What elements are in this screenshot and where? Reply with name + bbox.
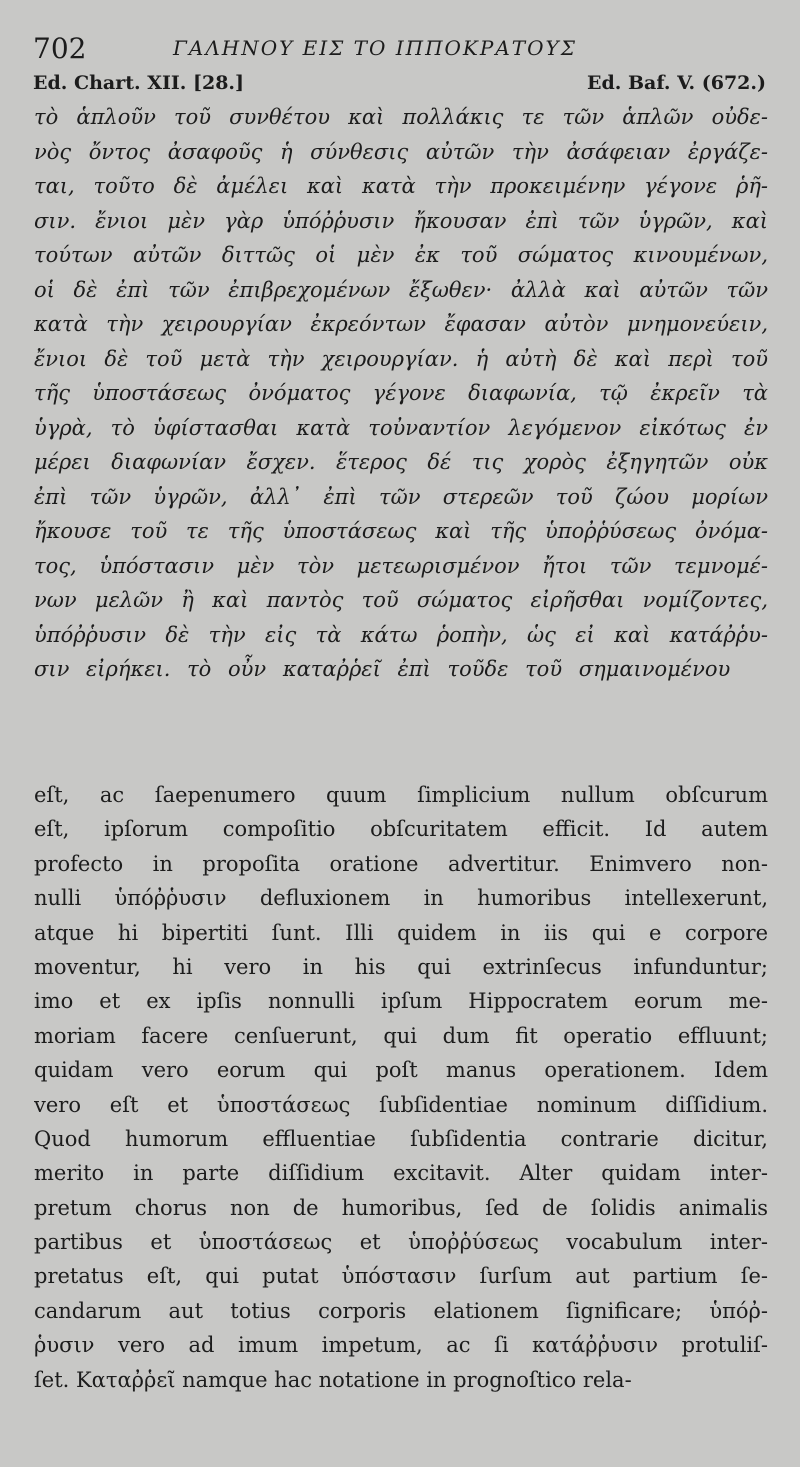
latin-line: vero eſt et ὑποστάσεως ſubſidentiae nominum diſſidium. [34, 1092, 768, 1117]
latin-line: pretum chorus non de humoribus, ſed de ſolidis animalis [34, 1195, 768, 1220]
edition-reference-left: Ed. Chart. XII. [28.] [33, 72, 245, 94]
latin-line: Quod humorum effluentiae ſubſidentia contrarie dicitur, [34, 1126, 768, 1151]
latin-line: ῥυσιν vero ad imum impetum, ac ſi κατάῤῥυσιν protuliſ- [34, 1333, 768, 1358]
latin-line: candarum aut totius corporis elationem ſignificare; ὑπόῤ- [34, 1298, 768, 1323]
greek-line: ἐπὶ τῶν ὑγρῶν, ἀλλ᾽ ἐπὶ τῶν στερεῶν τοῦ ζώου μορίων [34, 484, 768, 509]
greek-line: ται, τοῦτο δὲ ἀμέλει καὶ κατὰ τὴν προκειμένην γέγονε ῥῆ- [34, 174, 768, 198]
edition-reference-line [33, 72, 766, 98]
running-title: ΓΑΛΗΝΟΥ ΕΙΣ ΤΟ ΙΠΠΟΚΡΑΤΟΥΣ [173, 36, 577, 60]
latin-line: atque hi bipertiti ſunt. Illi quidem in iis qui e corpore [34, 920, 768, 945]
greek-line: τῆς ὑποστάσεως ὀνόματος γέγονε διαφωνία, τῷ ἐκρεῖν τὰ [34, 381, 768, 405]
greek-line: ὑγρὰ, τὸ ὑφίστασθαι κατὰ τοὐναντίον λεγόμενον εἰκότως ἐν [34, 415, 768, 440]
latin-line: merito in parte diſſidium excitavit. Alter quidam inter- [34, 1161, 768, 1186]
greek-line: τούτων αὐτῶν διττῶς οἱ μὲν ἐκ τοῦ σώματος κινουμένων, [34, 243, 768, 267]
latin-line: imo et ex ipſis nonnulli ipſum Hippocratem eorum me- [34, 989, 768, 1014]
greek-line: νὸς ὄντος ἀσαφοῦς ἡ σύνθεσις αὐτῶν τὴν ἀσάφειαν ἐργάζε- [34, 139, 768, 164]
greek-line: τος, ὑπόστασιν μὲν τὸν μετεωρισμένον ἤτοι τῶν τεμνομέ- [34, 553, 768, 578]
greek-line: μέρει διαφωνίαν ἔσχεν. ἕτερος δέ τις χορὸς ἐξηγητῶν οὐκ [34, 450, 768, 474]
latin-line: moriam facere cenſuerunt, qui dum fit operatio effluunt; [34, 1023, 768, 1048]
greek-line: ἔνιοι δὲ τοῦ μετὰ τὴν χειρουργίαν. ἡ αὐτὴ δὲ καὶ περὶ τοῦ [34, 346, 768, 371]
running-head [33, 32, 770, 64]
edition-reference-right: Ed. Baf. V. (672.) [587, 72, 766, 94]
latin-line: ſet. Καταῤῥεῖ namque hac notatione in prognoſtico rela- [34, 1367, 632, 1392]
greek-line: σιν εἰρήκει. τὸ οὖν καταῤῥεῖ ἐπὶ τοῦδε τοῦ σημαινομένου [34, 657, 731, 681]
page-number: 702 [33, 32, 87, 65]
latin-line: quidam vero eorum qui poſt manus operationem. Idem [34, 1058, 768, 1083]
latin-line: pretatus eſt, qui putat ὑπόστασιν ſurſum aut partium ſe- [34, 1264, 768, 1289]
greek-line: οἱ δὲ ἐπὶ τῶν ἐπιβρεχομένων ἔξωθεν· ἀλλὰ καὶ αὐτῶν τῶν [34, 277, 768, 302]
greek-line: τὸ ἁπλοῦν τοῦ συνθέτου καὶ πολλάκις τε τῶν ἁπλῶν οὐδε- [34, 105, 768, 129]
latin-line: moventur, hi vero in his qui extrinſecus infunduntur; [34, 954, 768, 979]
latin-line: profecto in propoſita oratione advertitur. Enimvero non- [34, 851, 768, 876]
greek-text-block [34, 100, 768, 687]
greek-line: ὑπόῤῥυσιν δὲ τὴν εἰς τὰ κάτω ῥοπὴν, ὡς εἰ καὶ κατάῤῥυ- [34, 622, 768, 647]
latin-line: partibus et ὑποστάσεως et ὑποῤῥύσεως vocabulum inter- [34, 1230, 768, 1255]
latin-line: nulli ὑπόῤῥυσιν defluxionem in humoribus intellexerunt, [34, 886, 768, 911]
greek-line: κατὰ τὴν χειρουργίαν ἐκρεόντων ἔφασαν αὐτὸν μνημονεύειν, [34, 312, 768, 336]
greek-line: σιν. ἔνιοι μὲν γὰρ ὑπόῤῥυσιν ἤκουσαν ἐπὶ τῶν ὑγρῶν, καὶ [34, 208, 768, 233]
latin-line: eſt, ipſorum compoſitio obſcuritatem efficit. Id autem [34, 817, 768, 842]
greek-line: ἤκουσε τοῦ τε τῆς ὑποστάσεως καὶ τῆς ὑποῤῥύσεως ὀνόμα- [34, 519, 768, 543]
latin-line: eſt, ac ſaepenumero quum ſimplicium nullum obſcurum [34, 783, 768, 807]
latin-text-block [34, 778, 768, 1397]
greek-line: νων μελῶν ἢ καὶ παντὸς τοῦ σώματος εἰρῆσθαι νομίζοντες, [34, 588, 768, 612]
